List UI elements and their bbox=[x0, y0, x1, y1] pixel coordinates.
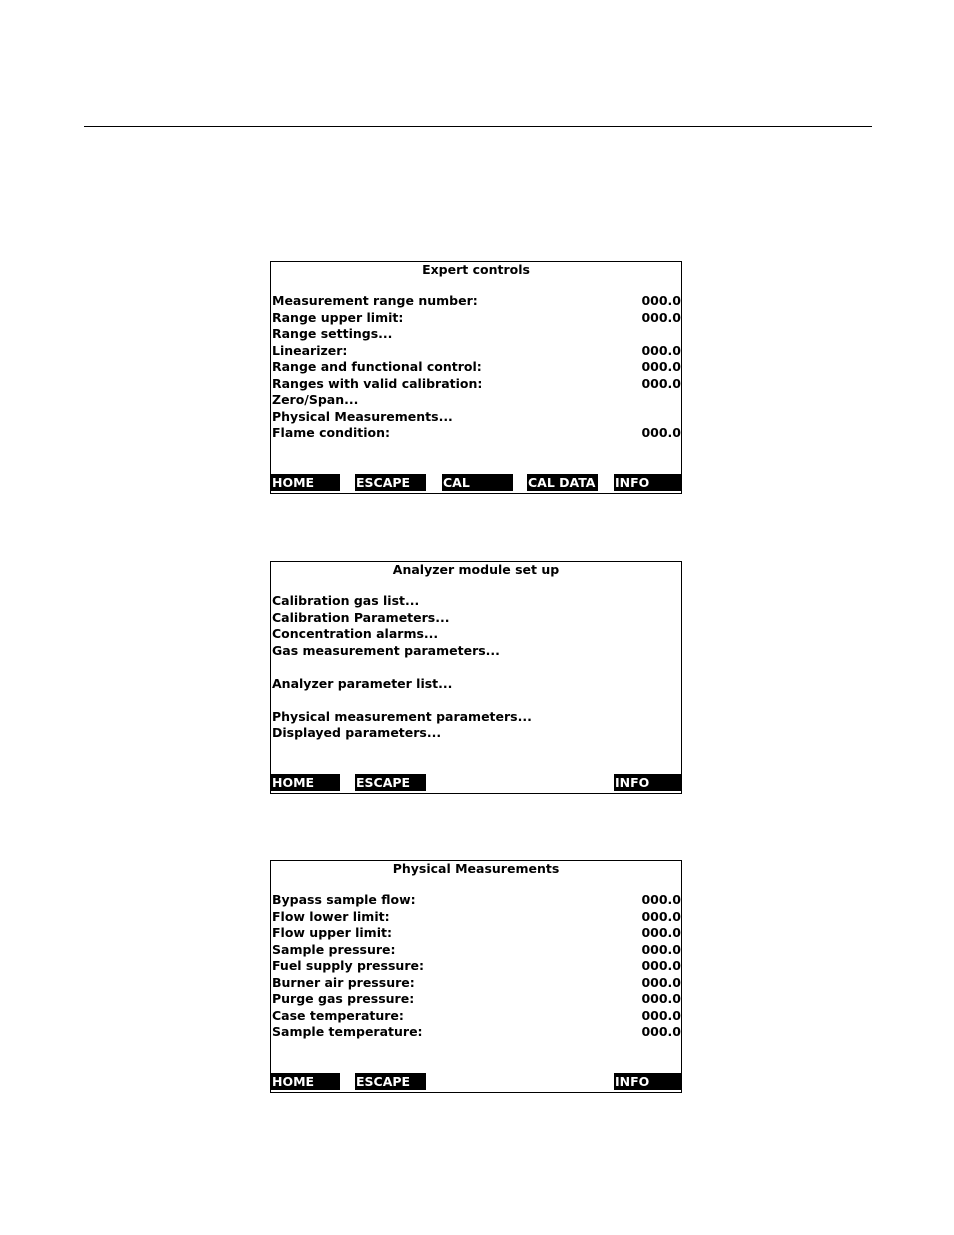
menu-row-sample-temperature[interactable] bbox=[272, 1024, 681, 1040]
row-label: Sample temperature: bbox=[272, 1024, 423, 1039]
row-label: Analyzer parameter list... bbox=[272, 676, 453, 691]
menu-row-range-settings[interactable] bbox=[272, 326, 681, 342]
escape-softkey[interactable]: ESCAPE bbox=[355, 1073, 426, 1090]
escape-softkey[interactable]: ESCAPE bbox=[355, 774, 426, 791]
info-softkey[interactable]: INFO bbox=[614, 474, 682, 491]
row-value: 000.0 bbox=[641, 1008, 681, 1023]
row-label: Zero/Span... bbox=[272, 392, 359, 407]
row-value: 000.0 bbox=[641, 310, 681, 325]
row-label: Gas measurement parameters... bbox=[272, 643, 500, 658]
row-label: Ranges with valid calibration: bbox=[272, 376, 483, 391]
row-label: Bypass sample flow: bbox=[272, 892, 416, 907]
menu-row-burner-air-pressure[interactable] bbox=[272, 975, 681, 991]
menu-row-physical-measurements[interactable] bbox=[272, 409, 681, 425]
row-value: 000.0 bbox=[641, 425, 681, 440]
row-value: 000.0 bbox=[641, 343, 681, 358]
row-label: Displayed parameters... bbox=[272, 725, 442, 740]
row-label: Case temperature: bbox=[272, 1008, 404, 1023]
info-softkey[interactable]: INFO bbox=[614, 774, 682, 791]
menu-row-gas-measurement-parameters[interactable] bbox=[272, 643, 681, 659]
row-label: Purge gas pressure: bbox=[272, 991, 415, 1006]
row-label: Range settings... bbox=[272, 326, 393, 341]
row-label: Flow upper limit: bbox=[272, 925, 392, 940]
row-label: Linearizer: bbox=[272, 343, 348, 358]
row-label: Flow lower limit: bbox=[272, 909, 390, 924]
menu-row-ranges-with-valid-calibration[interactable] bbox=[272, 376, 681, 392]
row-label: Calibration Parameters... bbox=[272, 610, 450, 625]
physical-measurements-screen bbox=[270, 860, 682, 1093]
row-value: 000.0 bbox=[641, 376, 681, 391]
row-label: Physical measurement parameters... bbox=[272, 709, 532, 724]
analyzer-module-setup-screen bbox=[270, 561, 682, 794]
row-label: Flame condition: bbox=[272, 425, 390, 440]
row-value: 000.0 bbox=[641, 359, 681, 374]
menu-row-linearizer[interactable] bbox=[272, 343, 681, 359]
row-value: 000.0 bbox=[641, 975, 681, 990]
row-value: 000.0 bbox=[641, 942, 681, 957]
row-value: 000.0 bbox=[641, 925, 681, 940]
row-value: 000.0 bbox=[641, 1024, 681, 1039]
escape-softkey[interactable]: ESCAPE bbox=[355, 474, 426, 491]
page-header-rule bbox=[84, 126, 872, 127]
menu-row-case-temperature[interactable] bbox=[272, 1008, 681, 1024]
home-softkey[interactable]: HOME bbox=[271, 474, 340, 491]
menu-row-flame-condition[interactable] bbox=[272, 425, 681, 441]
menu-row-calibration-parameters[interactable] bbox=[272, 610, 681, 626]
menu-row-displayed-parameters[interactable] bbox=[272, 725, 681, 741]
cal-data-softkey[interactable]: CAL DATA bbox=[527, 474, 598, 491]
menu-row-purge-gas-pressure[interactable] bbox=[272, 991, 681, 1007]
row-label: Sample pressure: bbox=[272, 942, 396, 957]
row-label: Burner air pressure: bbox=[272, 975, 415, 990]
row-label: Calibration gas list... bbox=[272, 593, 420, 608]
info-softkey[interactable]: INFO bbox=[614, 1073, 682, 1090]
menu-row-flow-upper-limit[interactable] bbox=[272, 925, 681, 941]
menu-row-sample-pressure[interactable] bbox=[272, 942, 681, 958]
row-label: Range upper limit: bbox=[272, 310, 404, 325]
menu-row-zero-span[interactable] bbox=[272, 392, 681, 408]
row-value: 000.0 bbox=[641, 909, 681, 924]
menu-row-bypass-sample-flow[interactable] bbox=[272, 892, 681, 908]
home-softkey[interactable]: HOME bbox=[271, 774, 340, 791]
row-value: 000.0 bbox=[641, 892, 681, 907]
menu-row-fuel-supply-pressure[interactable] bbox=[272, 958, 681, 974]
menu-row-range-and-functional-control[interactable] bbox=[272, 359, 681, 375]
screen-title: Physical Measurements bbox=[392, 861, 560, 876]
row-label: Concentration alarms... bbox=[272, 626, 439, 641]
menu-row-analyzer-parameter-list[interactable] bbox=[272, 676, 681, 692]
expert-controls-screen bbox=[270, 261, 682, 494]
row-value: 000.0 bbox=[641, 293, 681, 308]
row-label: Measurement range number: bbox=[272, 293, 478, 308]
menu-row-physical-measurement-parameters[interactable] bbox=[272, 709, 681, 725]
row-label: Fuel supply pressure: bbox=[272, 958, 424, 973]
home-softkey[interactable]: HOME bbox=[271, 1073, 340, 1090]
menu-row-calibration-gas-list[interactable] bbox=[272, 593, 681, 609]
menu-row-concentration-alarms[interactable] bbox=[272, 626, 681, 642]
screen-title: Expert controls bbox=[422, 262, 530, 277]
menu-row-range-upper-limit[interactable] bbox=[272, 310, 681, 326]
row-label: Range and functional control: bbox=[272, 359, 482, 374]
screen-title: Analyzer module set up bbox=[392, 562, 560, 577]
row-label: Physical Measurements... bbox=[272, 409, 453, 424]
menu-row-measurement-range-number[interactable] bbox=[272, 293, 681, 309]
menu-row-flow-lower-limit[interactable] bbox=[272, 909, 681, 925]
row-value: 000.0 bbox=[641, 991, 681, 1006]
row-value: 000.0 bbox=[641, 958, 681, 973]
cal-softkey[interactable]: CAL bbox=[442, 474, 513, 491]
